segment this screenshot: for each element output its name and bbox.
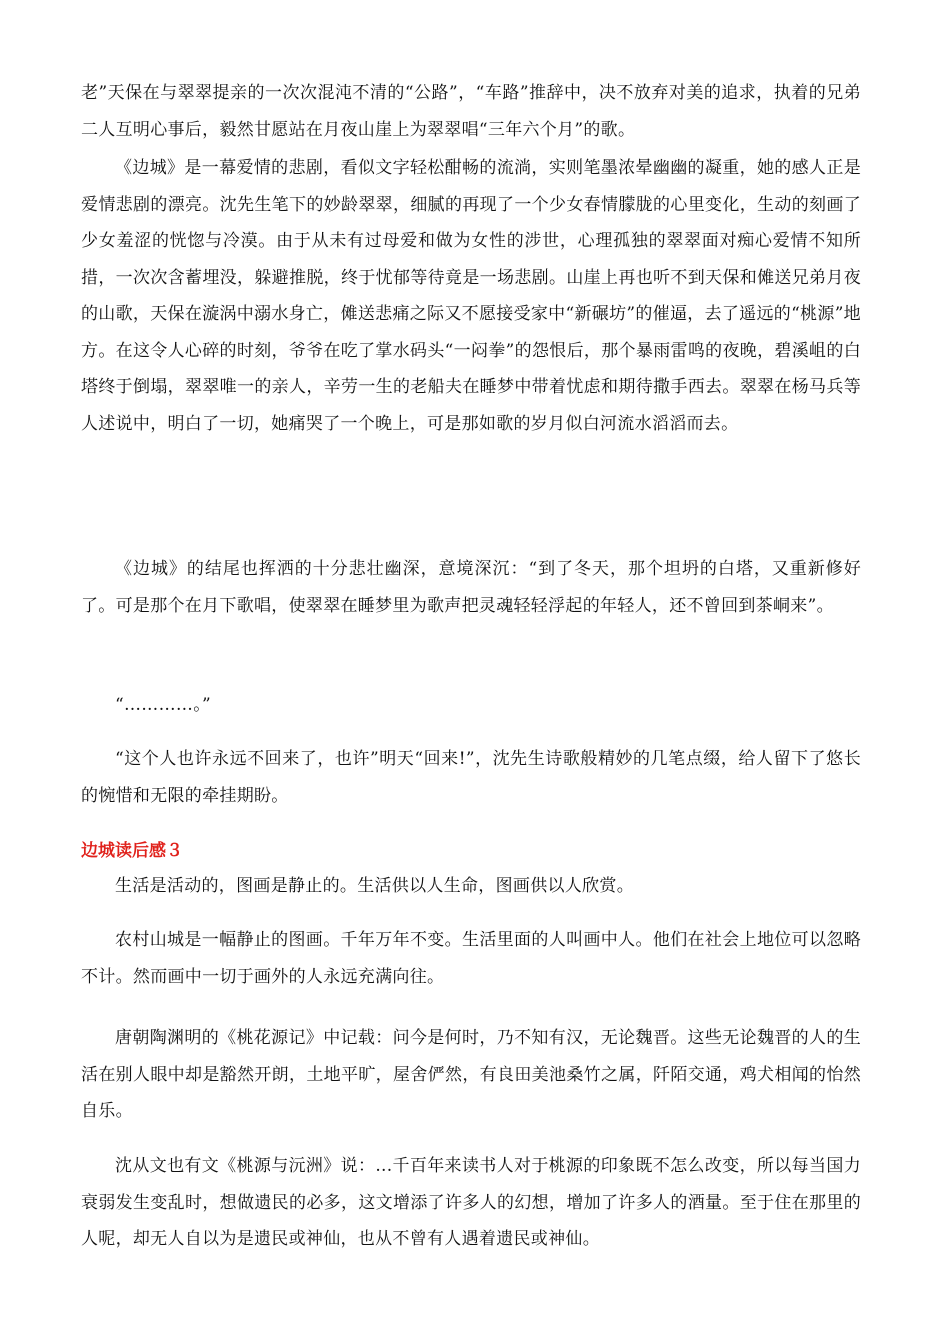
paragraph-life-picture: 生活是活动的，图画是静止的。生活供以人生命，图画供以人欣赏。 — [115, 876, 634, 896]
paragraph-ellipsis-quote: “…………。” — [115, 695, 211, 715]
paragraph-tragedy: 《边城》是一幕爱情的悲剧，看似文字轻松酣畅的流淌，实则笔墨浓晕幽幽的凝重，她的感人正是爱情悲剧的漂亮。沈先生笔下的妙龄翠翠，细腻的再现了一个少女春情朦胧的心里变化，生动的刻画了少女羞涩的恍惚与冷漠。由于从未有过母爱和做为女性的涉世，心理孤独的翠翠面对痴心爱情不知所措，一次次含蓄埋没，躲避推脱，终于忧郁等待竟是一场悲剧。山崖上再也听不到天保和傩送兄弟月夜的山歌，天保在漩涡中溺水身亡，傩送悲痛之际又不愿接受家中“新碾坊”的催逼，去了遥远的“桃源”地方。在这令人心碎的时刻，爷爷在吃了掌水码头“一闷拳”的怨恨后，那个暴雨雷鸣的夜晚，碧溪岨的白塔终于倒塌，翠翠唯一的亲人，辛劳一生的老船夫在睡梦中带着忧虑和期待撒手西去。翠翠在杨马兵等人述说中，明白了一切，她痛哭了一个晚上，可是那如歌的岁月似白河流水滔滔而去。 — [81, 158, 861, 434]
paragraph-ending: 《边城》的结尾也挥洒的十分悲壮幽深，意境深沉：“到了冬天，那个坦坍的白塔，又重新修好了。可是那个在月下歌唱，使翠翠在睡梦里为歌声把灵魂轻轻浮起的年轻人，还不曾回到茶峒来”。 — [81, 559, 861, 616]
paragraph-mountain-town: 农村山城是一幅静止的图画。千年万年不变。生活里面的人叫画中人。他们在社会上地位可以忽略不计。然而画中一切于画外的人永远充满向往。 — [81, 930, 861, 987]
section-heading: 边城读后感３ — [81, 841, 183, 861]
paragraph-closing: “这个人也许永远不回来了，也许”明天“回来!”，沈先生诗歌般精妙的几笔点缀，给人留下了悠长的惋惜和无限的牵挂期盼。 — [81, 749, 861, 806]
paragraph-peach-blossom: 唐朝陶渊明的《桃花源记》中记载：问今是何时，乃不知有汉，无论魏晋。这些无论魏晋的人的生活在别人眼中却是豁然开朗，土地平旷，屋舍俨然，有良田美池桑竹之属，阡陌交通，鸡犬相闻的怡然自乐。 — [81, 1028, 861, 1121]
paragraph-shen-congwen: 沈从文也有文《桃源与沅洲》说：...千百年来读书人对于桃源的印象既不怎么改变，所以每当国力衰弱发生变乱时，想做遗民的必多，这文增添了许多人的幻想，增加了许多人的酒量。至于住在那里的人呢，却无人自以为是遗民或神仙，也从不曾有人遇着遗民或神仙。 — [81, 1156, 861, 1249]
paragraph-continuation: 老”天保在与翠翠提亲的一次次混沌不清的“公路”，“车路”推辞中，决不放弃对美的追求，执着的兄弟二人互明心事后，毅然甘愿站在月夜山崖上为翠翠唱“三年六个月”的歌。 — [81, 83, 861, 140]
